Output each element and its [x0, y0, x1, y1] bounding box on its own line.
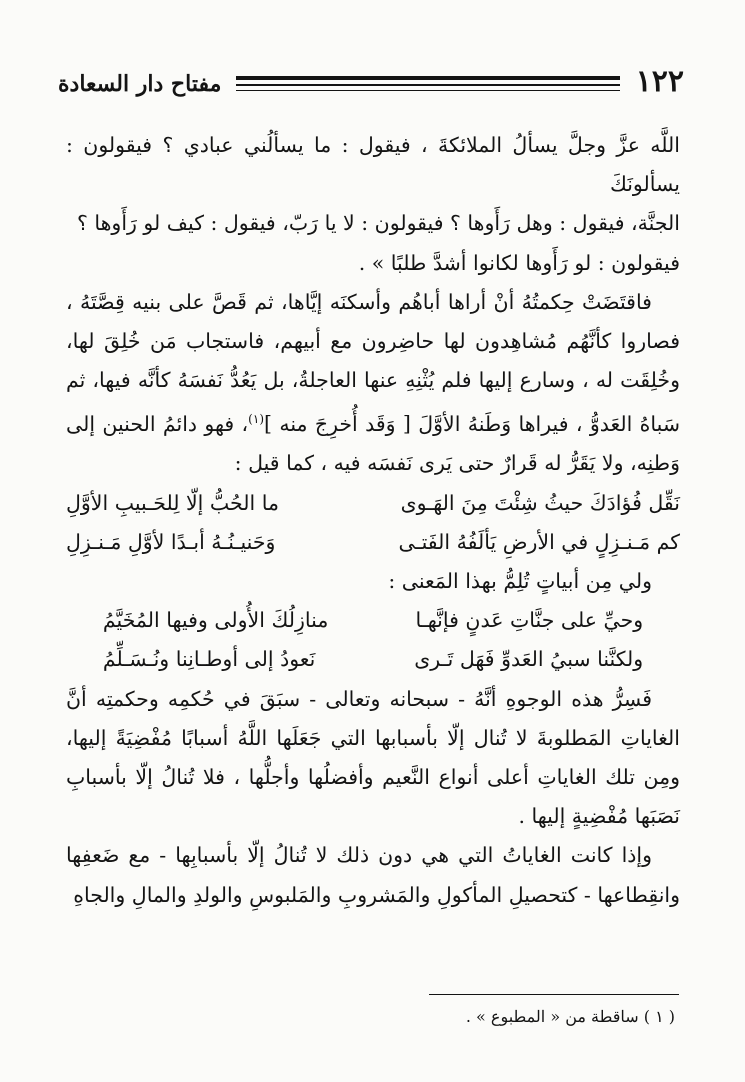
verse-hemistich: وَحَنيـنُـهُ أبـدًا لأوَّلِ مَـنـزِلِ	[66, 529, 276, 554]
verse-hemistich: نَقِّل فُؤادَكَ حيثُ شِئْتَ مِنَ الهَـوى	[400, 490, 680, 515]
paragraph-text: ، فهو دائمُ الحنين إلى وَطنِه، ولا يَقَرُّ له قَرارٌ حتى يَرى نَفسَه فيه ، كما قيل :	[66, 412, 680, 476]
verse-line	[66, 484, 680, 523]
footnote: ( ١ ) ساقطة من « المطبوع » .	[465, 1007, 675, 1026]
verse-hemistich: كم مَـنـزِلٍ في الأرضِ يَألَفُهُ الفَتـى	[398, 529, 680, 554]
page-header	[58, 62, 686, 108]
footnote-rule	[429, 994, 679, 995]
header-rule	[236, 76, 620, 80]
page-number: ١٢٢	[635, 64, 684, 99]
main-text	[66, 126, 680, 915]
verse-hemistich: ما الحُبُّ إلّا لِلحَـبيبِ الأوَّلِ	[66, 490, 279, 515]
text-line: الجنَّة، فيقول : وهل رَأَوها ؟ فيقولون : لا يا رَبّ، فيقول : كيف لو رَأَوها ؟	[76, 211, 680, 236]
header-rule	[236, 84, 620, 86]
paragraph: فَسِرُّ هذه الوجوهِ أنَّهُ - سبحانه وتعالى - سبَقَ في حُكمِه وحكمتِه أنَّ الغاياتِ المَطلوبةَ لا تُنال إلّا بأسبابها التي جَعَلَها اللَّهُ أسبابًا مُفْضِيَةً إليها، ومِن تلك الغاياتِ أعلى أنواع النَّعيم وأفضلُها وأجلُّها ، فلا تُنالُ إلّا بأسبابِ نَصَبَها مُفْضِيةٍ إليها .	[66, 686, 680, 829]
paragraph: وإذا كانت الغاياتُ التي هي دون ذلك لا تُنالُ إلّا بأسبابِها - مع ضَعفِها وانقِطاعها - كتحصيلِ المأكولِ والمَشروبِ والمَلبوسِ والولدِ والمالِ والجاهِ	[66, 843, 680, 907]
verse-line	[103, 601, 643, 640]
verse-hemistich: نَعودُ إلى أوطـانِنا ونُـسَـلِّمُ	[102, 647, 316, 672]
text-line: ولي مِن أبياتٍ تُلِمُّ بهذا المَعنى :	[388, 569, 652, 594]
footnote-marker: (١)	[248, 412, 264, 427]
text-line: فيقولون : لو رَأَوها لكانوا أشدَّ طلبًا » .	[358, 250, 680, 275]
verse-hemistich: منازِلُكَ الأُولى وفيها المُخَيَّمُ	[102, 608, 329, 633]
paragraph-text: فاقتَضَتْ حِكمتُهُ أنْ أراها أباهُم وأسكنَه إيَّاها، ثم قَصَّ على بنيه قِصَّتَهُ ، فصاروا كأنَّهُم مُشاهِدون لها حاضِرون مع أبيهم، فاستجاب مَن خُلِقَ لها، وخُلِقَت له ، وسارع إليها فلم يُثْنِهِ عنها العاجلةُ، بل يَعُدُّ نَفسَهُ كأنَّه فيها، ثم سَباهُ العَدوُّ ، فيراها وَطَنهُ الأوَّلَ [ وَقَد أُخرِجَ منه ]	[66, 289, 680, 437]
verse-hemistich: وحيِّ على جنَّاتِ عَدنٍ فإنَّهـا	[415, 608, 644, 633]
verse-line	[103, 640, 643, 679]
header-rule	[236, 90, 620, 91]
verse-hemistich: ولكنَّنا سبيُ العَدوِّ فَهَل تَـرى	[414, 647, 644, 672]
paragraph	[66, 283, 680, 484]
text-line: اللَّه عزَّ وجلَّ يسألُ الملائكةَ ، فيقول : ما يسألُني عبادي ؟ فيقولون : يسألونَكَ	[66, 133, 680, 197]
running-title: مفتاح دار السعادة	[58, 71, 222, 97]
verse-line	[66, 523, 680, 562]
